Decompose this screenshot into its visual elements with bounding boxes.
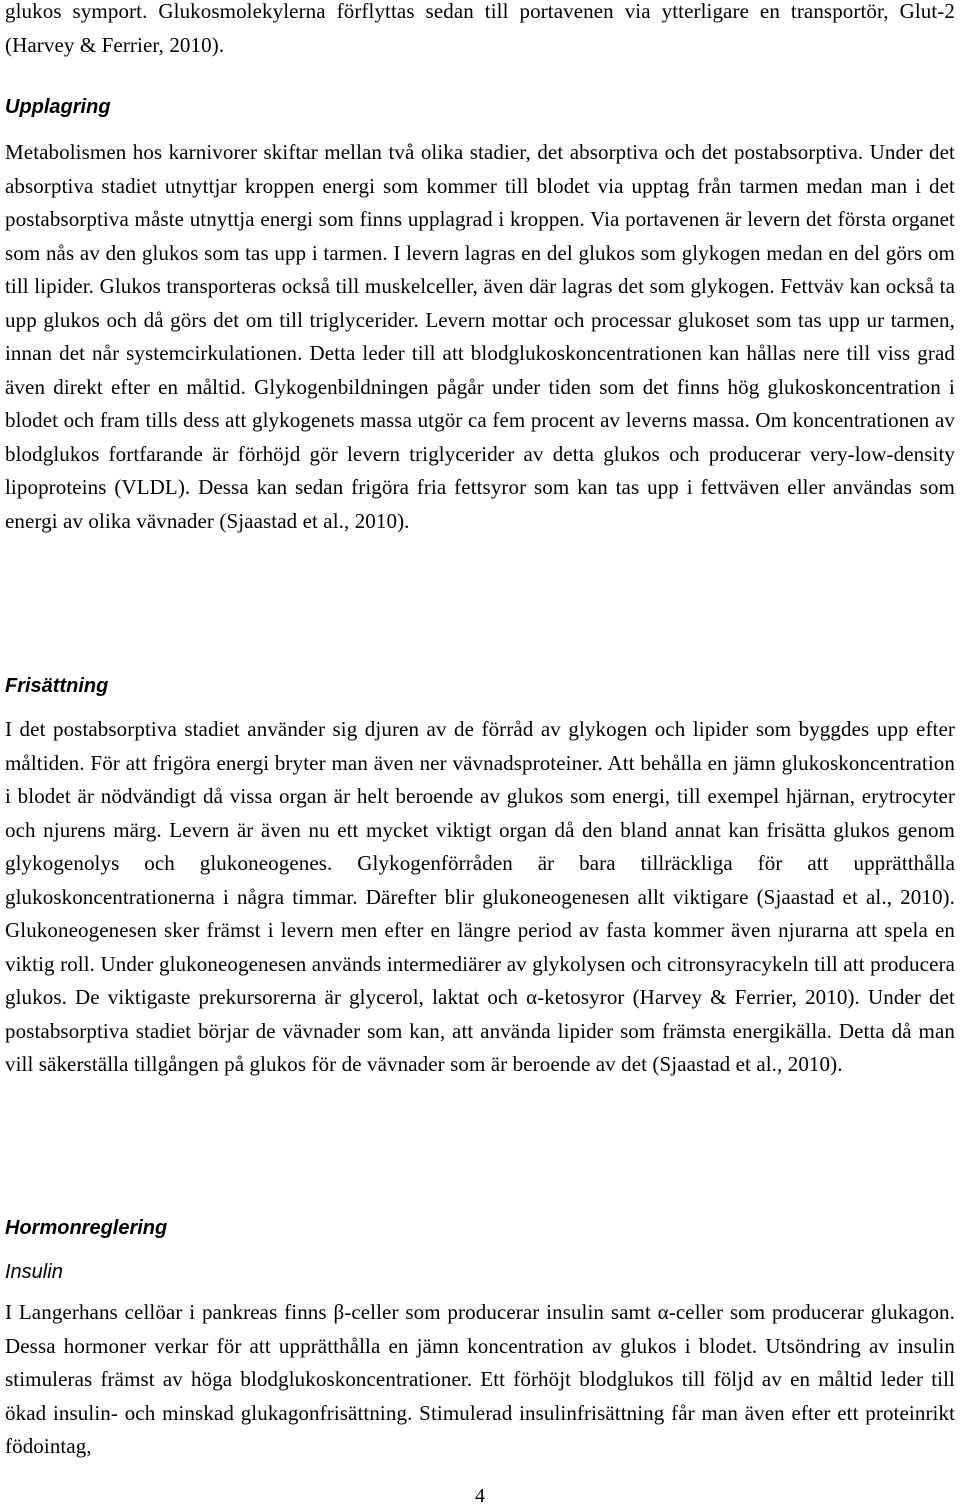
paragraph-intro-continued: glukos symport. Glukosmolekylerna förflyttas sedan till portavenen via ytterligare en transportör, Glut-2 (Harvey & Ferrier, 2010). xyxy=(5,0,955,57)
heading-insulin: Insulin xyxy=(5,1261,63,1283)
paragraph-frisattning: I det postabsorptiva stadiet använder sig djuren av de förråd av glykogen och lipider som byggdes upp efter måltiden. För att frigöra energi bryter man även ner vävnadsproteiner. Att behålla en jämn glukoskoncentration i blodet är nödvändigt då vissa organ är helt beroende av glukos som energi, till exempel hjärnan, erytrocyter och njurens märg. Levern är även nu ett mycket viktigt organ då den bland annat kan frisätta glukos genom glykogenolys och glukoneogenes. Glykogenförråden är bara tillräckliga för att upprätthålla glukoskoncentrationerna i några timmar. Därefter blir glukoneogenesen allt viktigare (Sjaastad et al., 2010). Glukoneogenesen sker främst i levern men efter en längre period av fasta kommer även njurarna att spela en viktig roll. Under glukoneogenesen används intermediärer av glykolysen och citronsyracykeln till att producera glukos. De viktigaste prekursorerna är glycerol, laktat och α-ketosyror (Harvey & Ferrier, 2010). Under det postabsorptiva stadiet börjar de vävnader som kan, att använda lipider som främsta energikälla. Detta då man vill säkerställa tillgången på glukos för de vävnader som är beroende av det (Sjaastad et al., 2010). xyxy=(5,717,955,1076)
paragraph-upplagring: Metabolismen hos karnivorer skiftar mellan två olika stadier, det absorptiva och det postabsorptiva. Under det absorptiva stadiet utnyttjar kroppen energi som kommer till blodet via upptag från tarmen medan man i det postabsorptiva måste utnyttja energi som finns upplagrad i kroppen. Via portavenen är levern det första organet som nås av den glukos som tas upp i tarmen. I levern lagras en del glukos som glykogen medan en del görs om till lipider. Glukos transporteras också till muskelceller, även där lagras det som glykogen. Fettväv kan också ta upp glukos och då görs det om till triglycerider. Levern mottar och processar glukoset som tas upp ur tarmen, innan det når systemcirkulationen. Detta leder till att blodglukoskoncentrationen kan hållas nere till viss grad även direkt efter en måltid. Glykogenbildningen pågår under tiden som det finns hög glukoskoncentration i blodet och fram tills dess att glykogenets massa utgör ca fem procent av leverns massa. Om koncentrationen av blodglukos fortfarande är förhöjd gör levern triglycerider av detta glukos och producerar very-low-density lipoproteins (VLDL). Dessa kan sedan frigöra fria fettsyror som kan tas upp i fettväven eller användas som energi av olika vävnader (Sjaastad et al., 2010). xyxy=(5,140,955,533)
page-number: 4 xyxy=(475,1485,485,1507)
paragraph-insulin: I Langerhans cellöar i pankreas finns β-celler som producerar insulin samt α-celler som producerar glukagon. Dessa hormoner verkar för att upprätthålla en jämn koncentration av glukos i blodet. Utsöndring av insulin stimuleras främst av höga blodglukoskoncentrationer. Ett förhöjt blodglukos till följd av en måltid leder till ökad insulin- och minskad glukagonfrisättning. Stimulerad insulinfrisättning får man även efter ett proteinrikt födointag, xyxy=(5,1300,955,1458)
heading-frisattning: Frisättning xyxy=(5,675,109,697)
heading-upplagring: Upplagring xyxy=(5,96,111,118)
heading-hormonreglering: Hormonreglering xyxy=(5,1217,168,1239)
